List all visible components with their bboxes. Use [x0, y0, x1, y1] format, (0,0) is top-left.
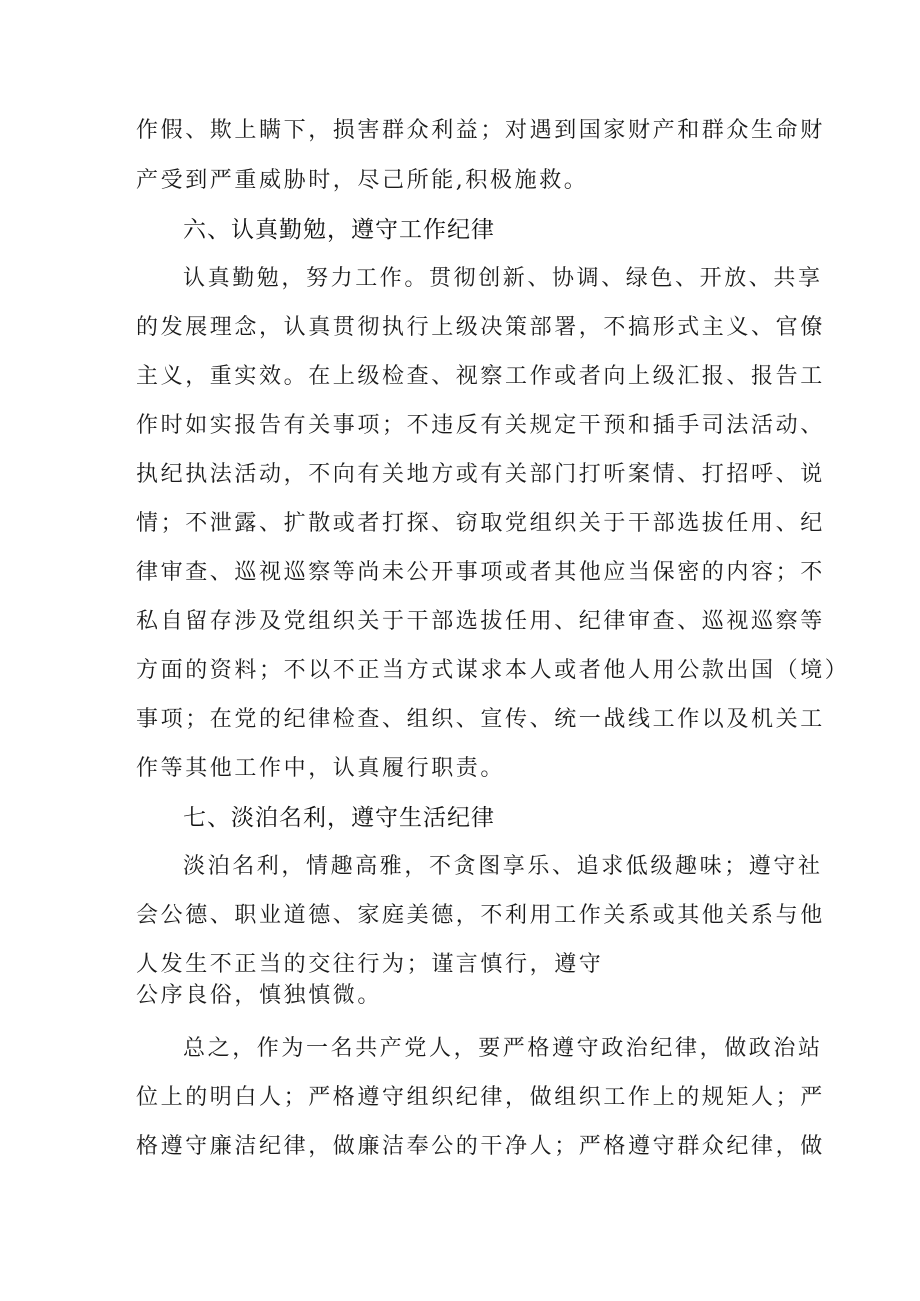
body-line: 公序良俗，慎独慎微。: [136, 983, 383, 1008]
body-line: 产受到严重威胁时，尽己所能,积极施救。: [136, 168, 589, 193]
body-line: 主义，重实效。在上级检查、视察工作或者向上级汇报、报告工: [136, 364, 825, 389]
body-line: 格遵守廉洁纪律，做廉洁奉公的干净人；严格遵守群众纪律，做: [136, 1134, 825, 1159]
body-line: 律审查、巡视巡察等尚未公开事项或者其他应当保密的内容；不: [136, 560, 825, 585]
body-line: 执纪执法活动，不向有关地方或有关部门打听案情、打招呼、说: [136, 462, 825, 487]
body-line: 总之，作为一名共产党人，要严格遵守政治纪律，做政治站: [183, 1036, 823, 1061]
body-line: 私自留存涉及党组织关于干部选拔任用、纪律审查、巡视巡察等: [136, 609, 825, 634]
body-line: 情；不泄露、扩散或者打探、窃取党组织关于干部选拔任用、纪: [136, 511, 825, 536]
body-line: 认真勤勉，努力工作。贯彻创新、协调、绿色、开放、共享: [183, 266, 823, 291]
body-line: 人发生不正当的交往行为；谨言慎行，遵守: [136, 952, 604, 977]
body-line: 淡泊名利，情趣高雅，不贪图享乐、追求低级趣味；遵守社: [183, 854, 823, 879]
section-heading-6: 六、认真勤勉，遵守工作纪律: [183, 217, 495, 243]
body-line: 作假、欺上瞒下，损害群众利益；对遇到国家财产和群众生命财: [136, 118, 825, 143]
body-line: 位上的明白人；严格遵守组织纪律，做组织工作上的规矩人；严: [136, 1085, 825, 1110]
section-heading-7: 七、淡泊名利，遵守生活纪律: [183, 805, 495, 831]
body-line: 作等其他工作中，认真履行职责。: [136, 756, 506, 781]
body-line: 作时如实报告有关事项；不违反有关规定干预和插手司法活动、: [136, 413, 825, 438]
body-line: 事项；在党的纪律检查、组织、宣传、统一战线工作以及机关工: [136, 707, 825, 732]
body-line: 的发展理念，认真贯彻执行上级决策部署，不搞形式主义、官僚: [136, 315, 825, 340]
body-line: 会公德、职业道德、家庭美德，不利用工作关系或其他关系与他: [136, 903, 825, 928]
body-line: 方面的资料；不以不正当方式谋求本人或者他人用公款出国（境）: [136, 658, 850, 683]
